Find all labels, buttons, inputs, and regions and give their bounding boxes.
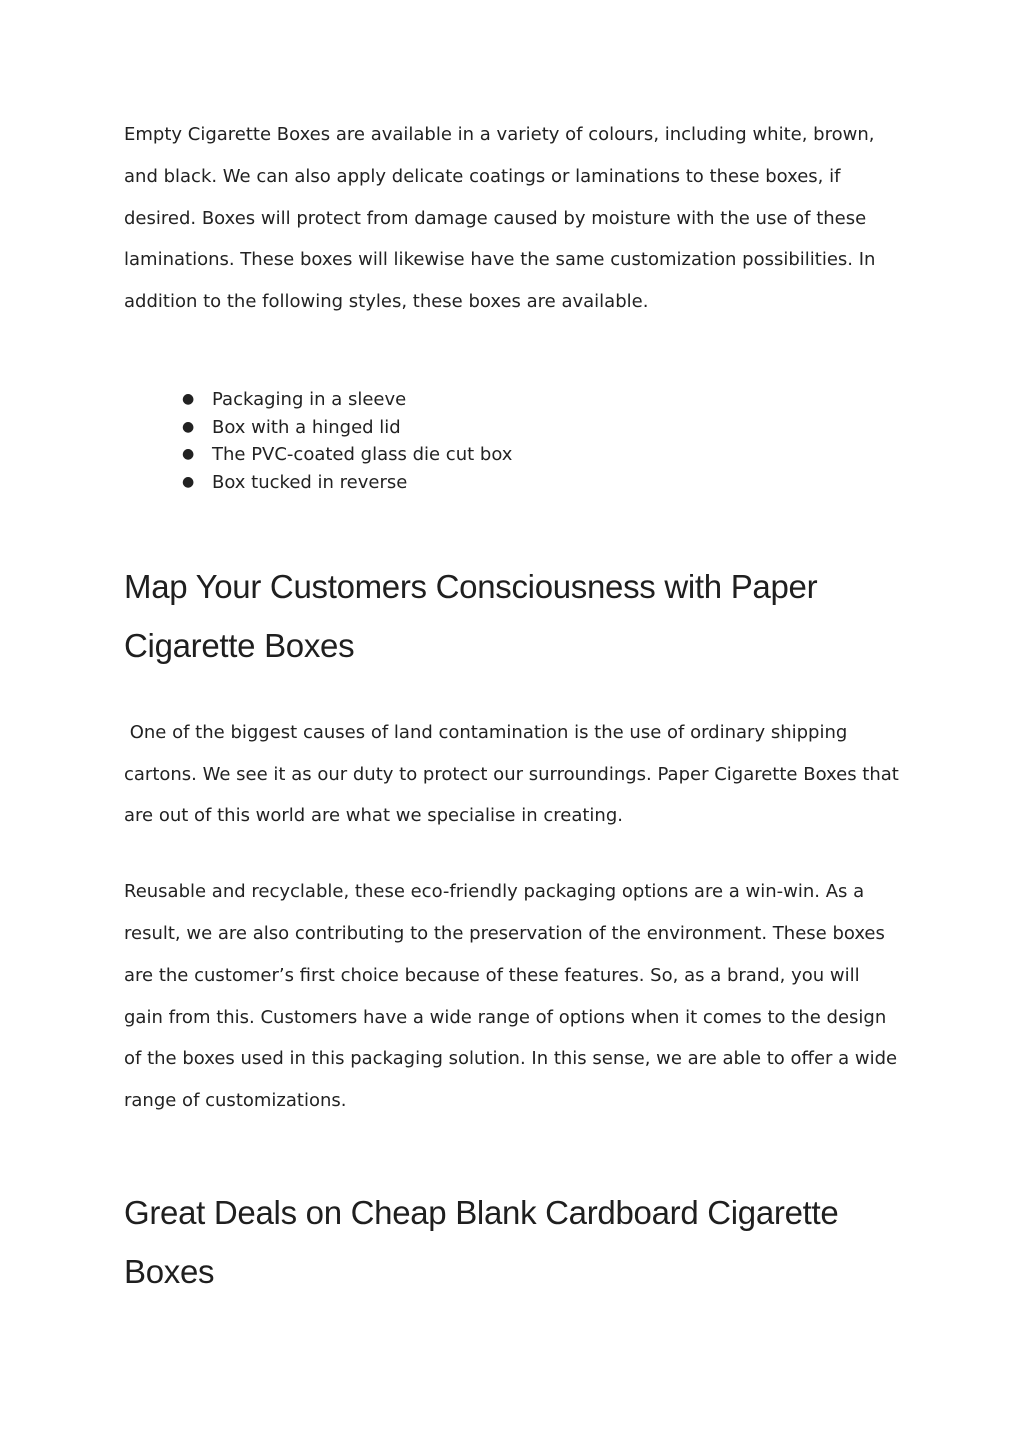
section-heading-paper-boxes: Map Your Customers Consciousness with Paper Cigarette Boxes xyxy=(124,567,818,664)
list-item xyxy=(182,441,904,469)
list-item xyxy=(182,386,904,414)
list-item-label: The PVC-coated glass die cut box xyxy=(212,444,513,466)
list-item-label: Box tucked in reverse xyxy=(212,472,408,494)
list-item xyxy=(182,414,904,442)
bullet-icon: ● xyxy=(182,418,195,435)
section1-paragraph-1: One of the biggest causes of land contamination is the use of ordinary shipping cartons. We see it as our duty to protect our surroundings. Paper Cigarette Boxes that are out of this world are what we specialise in creating. xyxy=(124,721,905,827)
section1-paragraph-2: Reusable and recyclable, these eco-friendly packaging options are a win-win. As a result, we are also contributing to the preservation of the environment. These boxes are the customer’s first choice because of these features. So, as a brand, you will gain from this. Customers have a wide range of options when it comes to the design of the boxes used in this packaging solution. In this sense, we are able to offer a wide range of customizations. xyxy=(124,881,898,1112)
intro-paragraph: Empty Cigarette Boxes are available in a variety of colours, including white, brown, and black. We can also apply delicate coatings or laminations to these boxes, if desired. Boxes will protect from damage caused by moisture with the use of these laminations. These boxes will likewise have the same customization possibilities. In addition to the following styles, these boxes are available. xyxy=(124,124,876,313)
bullet-icon: ● xyxy=(182,474,195,491)
bullet-icon: ● xyxy=(182,390,195,407)
list-item-label: Packaging in a sleeve xyxy=(212,388,407,410)
box-styles-list xyxy=(124,386,904,497)
document-body xyxy=(124,114,904,1301)
list-item-label: Box with a hinged lid xyxy=(212,416,401,438)
list-item xyxy=(182,469,904,497)
section-heading-cardboard-boxes: Great Deals on Cheap Blank Cardboard Cigarette Boxes xyxy=(124,1193,839,1290)
bullet-icon: ● xyxy=(182,446,195,463)
